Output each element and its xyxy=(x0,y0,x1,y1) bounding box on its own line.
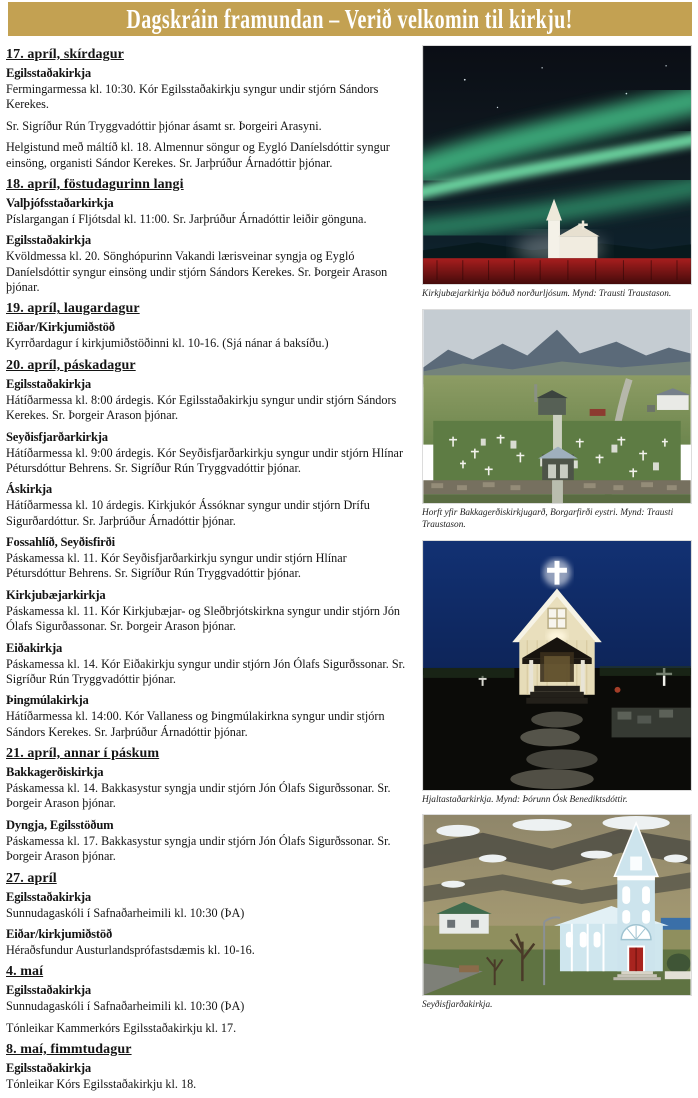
schedule-section-may8 xyxy=(6,1042,408,1092)
event-text: Hátíðarmessa kl. 14:00. Kór Vallaness og Þingmúlakirkna syngur undir stjórn Sándors Kerekes. Sr. Jarþrúður Árnadóttir þjónar. xyxy=(6,709,385,739)
picket-fence xyxy=(665,971,691,979)
white-building xyxy=(657,395,689,410)
venue-name: Eiðakirkja xyxy=(6,640,63,655)
blue-containers xyxy=(661,918,691,930)
schedule-section-apr20 xyxy=(6,358,408,740)
event-text: Hátíðarmessa kl. 8:00 árdegis. Kór Egilsstaðakirkju syngur undir stjórn Sándors Kerekes. Sr. Þorgeir Arason þjónar. xyxy=(6,392,397,423)
stone-wall-right xyxy=(612,707,691,737)
date-heading: 20. apríl, páskadagur xyxy=(6,357,136,373)
venue-name: Seyðisfjarðarkirkja xyxy=(6,429,108,444)
event-text: Páskamessa kl. 14. Bakkasystur syngja undir stjórn Jón Ólafs Sigurðssonar. Sr. Þorgeir Arason þjónar. xyxy=(6,781,391,811)
date-heading: 19. apríl, laugardagur xyxy=(6,301,140,317)
event-text: Kyrrðardagur í kirkjumiðstöðinni kl. 10-16. (Sjá nánar á baksíðu.) xyxy=(6,336,329,351)
schedule-section-apr18 xyxy=(6,177,408,296)
mast xyxy=(534,384,537,402)
event-text: Páskamessa kl. 17. Bakkasystur syngja undir stjórn Jón Ólafs Sigurðssonar. Sr. Þorgeir Arason þjónar. xyxy=(6,833,391,864)
red-lantern xyxy=(615,686,621,692)
photo-aurora-church xyxy=(422,45,692,301)
content-columns xyxy=(6,43,694,1098)
venue-name: Egilsstaðakirkja xyxy=(6,233,91,248)
event-text: Tónleikar Kórs Egilsstaðakirkju kl. 18. xyxy=(6,1077,197,1091)
photo-caption: Seyðisfjarðakirkja. xyxy=(422,1000,493,1011)
event-text: Fermingarmessa kl. 10:30. Kór Egilsstaðakirkju syngur undir stjórn Sándors Kerekes. xyxy=(6,82,379,112)
event-text: Héraðsfundur Austurlandsprófastsdæmis kl. 10-16. xyxy=(6,942,255,957)
date-heading: 21. apríl, annar í páskum xyxy=(6,746,160,761)
venue-name: Kirkjubæjarkirkja xyxy=(6,587,106,602)
photo-caption: Kirkjubæjarkirkja böðuð norðurljósum. Mynd: Trausti Traustason. xyxy=(422,289,672,299)
schedule-section-apr17 xyxy=(6,47,408,171)
photo-caption: Horft yfir Bakkagerðiskirkjugarð, Borgarfirði eystri. Mynd: Trausti Traustason. xyxy=(422,507,674,531)
steps xyxy=(526,685,588,703)
cemetery-illustration xyxy=(422,309,692,504)
blue-church-illustration xyxy=(422,814,692,996)
venue-name: Valþjófsstaðarkirkja xyxy=(6,195,114,210)
venue-name: Egilsstaðakirkja xyxy=(6,66,91,80)
photo-cemetery-aerial xyxy=(422,309,692,532)
schedule-section-apr19 xyxy=(6,301,408,351)
event-text: Hátíðarmessa kl. 10 árdegis. Kirkjukór Ássóknar syngur undir stjórn Drífu Sigurðardóttur. Sr. Jarþrúður Árnadóttir þjónar. xyxy=(6,498,370,528)
picnic-table xyxy=(459,966,479,973)
schedule-section-apr27 xyxy=(6,871,408,959)
event-text: Hátíðarmessa kl. 9:00 árdegis. Kór Seyðisfjarðarkirkju syngur undir stjórn Hlínar Pétursdóttur Behrens. Sr. Sigríður Rún Tryggvadóttir þjónar. xyxy=(6,445,404,475)
red-shed xyxy=(590,409,606,416)
date-heading: 27. apríl xyxy=(6,870,57,886)
event-text: Kvöldmessa kl. 20. Sönghópurinn Vakandi lærisveinar syngja og Eygló Daníelsdóttir syngur einsöng undir stjórn Sándors Kerekes. Sr. Þorgeir Arason þjónar. xyxy=(6,249,388,294)
event-text: Tónleikar Kammerkórs Egilsstaðakirkju kl. 17. xyxy=(6,1020,237,1035)
venue-name: Egilsstaðakirkja xyxy=(6,983,91,998)
page-title: Dagskráin framundan – Verið velkomin til kirkju! xyxy=(126,3,574,34)
date-heading: 17. apríl, skírdagur xyxy=(6,47,124,62)
venue-name: Bakkagerðiskirkja xyxy=(6,765,104,779)
bush xyxy=(667,954,691,974)
nave-windows xyxy=(566,932,601,948)
venue-name: Fossahlíð, Seyðisfirði xyxy=(6,535,115,549)
open-door-light xyxy=(544,656,570,682)
header-banner xyxy=(8,2,692,36)
venue-name: Áskirkja xyxy=(6,482,52,497)
photo-caption: Hjaltastaðarkirkja. Mynd: Þórunn Ósk Benediktsdóttir. xyxy=(422,794,628,805)
schedule-column xyxy=(6,43,408,1098)
venue-name: Dyngja, Egilsstöðum xyxy=(6,817,114,832)
venue-name: Eiðar/Kirkjumiðstöð xyxy=(6,320,115,335)
venue-name: Eiðar/kirkjumiðstöð xyxy=(6,926,113,941)
photo-blue-church xyxy=(422,814,692,1012)
event-text: Píslargangan í Fljótsdal kl. 11:00. Sr. Jarþrúður Árnadóttir leiðir gönguna. xyxy=(6,211,367,226)
event-text: Helgistund með máltíð kl. 18. Almennur söngur og Eygló Daníelsdóttir syngur einsöng, organisti Sándor Kerekes. Sr. Jarþrúður Árnadóttir þjónar. xyxy=(6,140,390,170)
event-text: Páskamessa kl. 11. Kór Kirkjubæjar- og Sleðbrjótskirkna syngur undir stjórn Jón Ólafs Sigurðassonar. Sr. Þorgeir Arason þjónar. xyxy=(6,603,401,634)
event-text: Páskamessa kl. 11. Kór Seyðisfjarðarkirkju syngur undir stjórn Hlínar Pétursdóttur Behrens. Sr. Sigríður Rún Tryggvadóttir þjónar. xyxy=(6,551,347,581)
spire-window xyxy=(630,857,642,871)
venue-name: Egilsstaðakirkja xyxy=(6,889,91,904)
venue-name: Þingmúlakirkja xyxy=(6,693,89,708)
date-heading: 8. maí, fimmtudagur xyxy=(6,1042,132,1057)
night-church-illustration xyxy=(422,540,692,791)
venue-name: Egilsstaðakirkja xyxy=(6,1061,91,1075)
event-text: Sr. Sigríður Rún Tryggvadóttir þjónar ásamt sr. Þorgeiri Arasyni. xyxy=(6,118,322,133)
venue-name: Egilsstaðakirkja xyxy=(6,376,91,391)
event-text: Sunnudagaskóli í Safnaðarheimili kl. 10:30 (ÞA) xyxy=(6,999,245,1014)
date-heading: 4. maí xyxy=(6,964,44,980)
date-heading: 18. apríl, föstudagurinn langi xyxy=(6,176,184,192)
schedule-section-apr21 xyxy=(6,746,408,865)
photo-night-church xyxy=(422,540,692,807)
aurora-church-illustration xyxy=(422,45,692,285)
schedule-section-may4 xyxy=(6,964,408,1036)
event-text: Sunnudagaskóli í Safnaðarheimili kl. 10:30 (ÞA) xyxy=(6,905,245,920)
event-text: Páskamessa kl. 14. Kór Eiðakirkju syngur undir stjórn Jón Ólafs Sigurðssonar. Sr. Sigríður Rún Tryggvadóttir þjónar. xyxy=(6,656,406,686)
photo-column xyxy=(422,43,692,1098)
